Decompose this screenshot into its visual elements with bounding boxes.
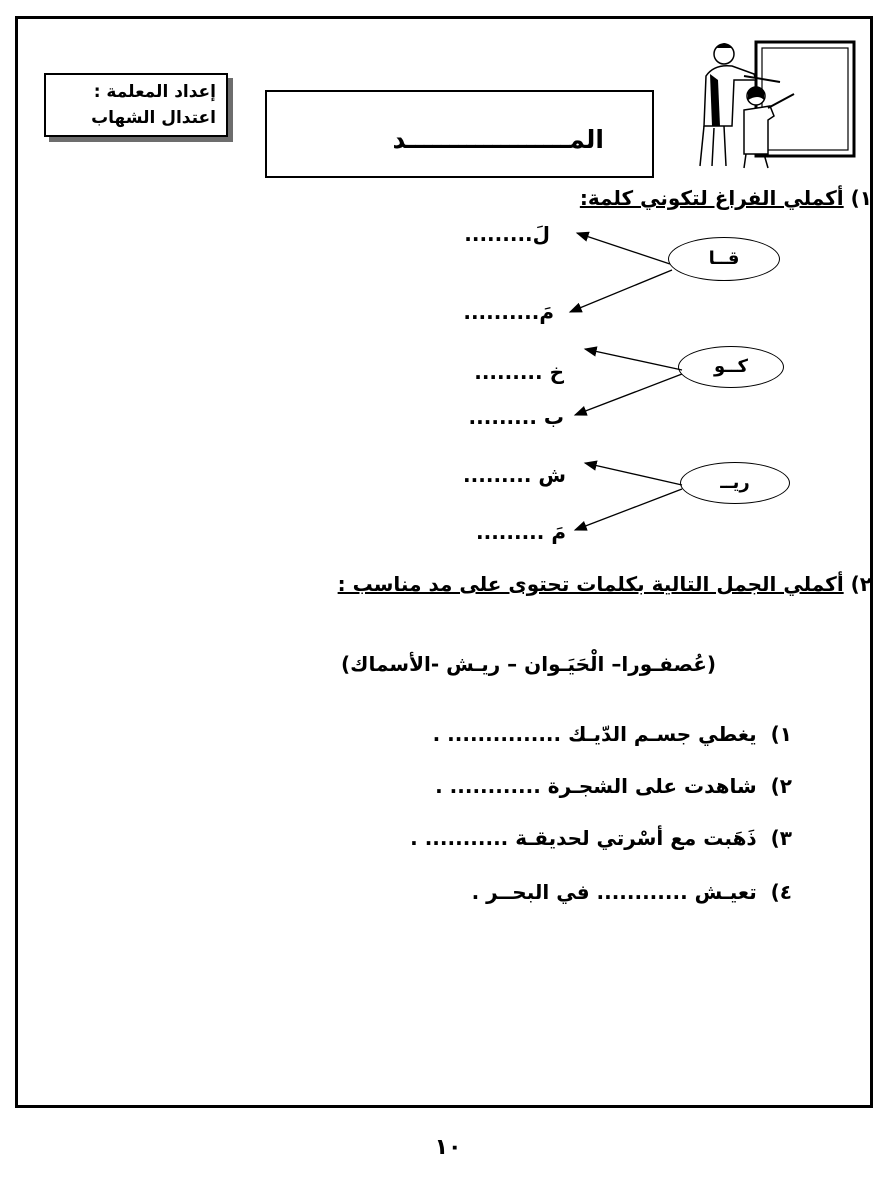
word-blank[interactable]: مَ ......... [476, 520, 566, 544]
word-blank[interactable]: مَ.......... [463, 300, 554, 324]
sentence-text[interactable]: يغطي جسـم الدّيـك ............... . [432, 722, 757, 746]
word-bank: (عُصفـورا– الْحَيَـوان – ريـش -الأسماك) [341, 652, 716, 676]
sentence-1 [433, 722, 792, 746]
question-1-number: ١) [850, 186, 872, 210]
syllable-ellipse: قــا [668, 237, 780, 281]
word-blank[interactable]: لَ......... [464, 222, 550, 246]
word-blank[interactable]: خ ......... [474, 360, 564, 384]
sentence-number: ٤) [770, 880, 792, 904]
sentence-number: ١) [770, 722, 792, 746]
sentence-number: ٣) [770, 826, 792, 850]
sentence-number: ٢) [770, 774, 792, 798]
syllable-ellipse: كــو [678, 346, 784, 388]
teacher-name: اعتدال الشهاب [91, 108, 216, 128]
syllable-ellipse: ريــ [680, 462, 790, 504]
page-number: ١٠ [434, 1135, 462, 1160]
lesson-title: المـــــــــــــــــــد [392, 125, 604, 154]
word-blank[interactable]: ب ......... [468, 405, 564, 429]
sentence-text[interactable]: تعيـش ............ في البحــر . [471, 880, 757, 904]
question-2-number: ٢) [850, 572, 872, 596]
sentence-text[interactable]: ذَهَبت مع أسْرتي لحديقـة ........... . [410, 826, 757, 850]
question-2-instruction: أكملي الجمل التالية بكلمات تحتوى على مد مناسب : [337, 572, 844, 596]
word-blank[interactable]: ش ......... [463, 463, 566, 487]
sentence-text[interactable]: شاهدت على الشجـرة ............ . [435, 774, 757, 798]
teacher-label: إعداد المعلمة : [93, 82, 216, 102]
question-1-instruction: أكملي الفراغ لتكوني كلمة: [579, 186, 844, 210]
sentence-3 [410, 826, 792, 850]
question-2-heading [338, 572, 872, 596]
sentence-2 [435, 774, 792, 798]
sentence-4 [472, 880, 792, 904]
